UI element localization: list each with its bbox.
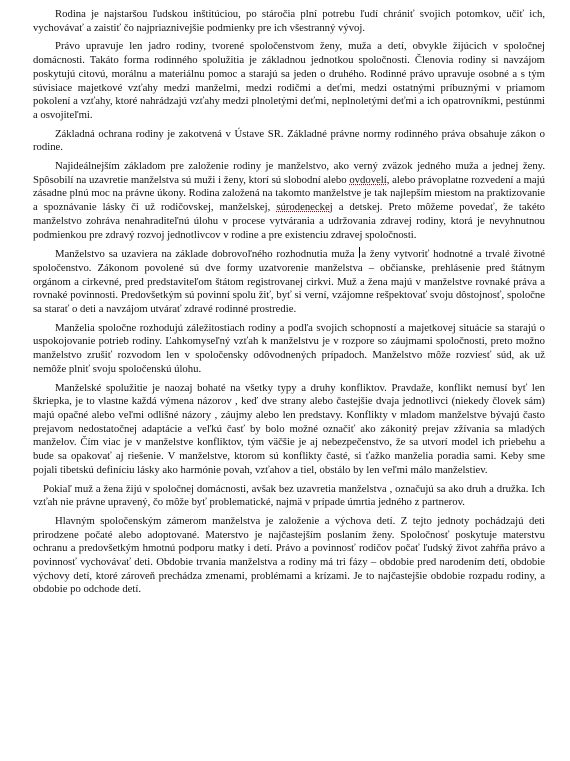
- spellcheck-word-ovdoveli[interactable]: ovdovelí: [349, 173, 387, 186]
- document-page: [33, 8, 545, 597]
- spellcheck-word-surodeneckej[interactable]: súrodeneckej: [276, 201, 333, 214]
- paragraph-4-text-b: , alebo právoplatne rozvedení a majú zásadne plnú moc na právne úkony. Rodina založená na takomto manželstve je tak najlepším miestom na praktizovanie a spoznávanie lásky či už rodičovskej, manželskej,: [33, 173, 545, 214]
- paragraph-4-text-c: a detskej. Preto môžeme povedať, že takéto manželstvo zohráva nenahraditeľnú úlohu v procese vytvárania a udržovania zdravej rodiny, ktorá je nevyhnutnou podmienkou pre zdravý rozvoj jednotlivcov v rodine a pre existenciu zdravej spoločnosti.: [33, 201, 546, 241]
- paragraph-7: Manželské spolužitie je naozaj bohaté na všetky typy a druhy konfliktov. Pravdaže, konflikt nemusí byť len škriepka, je to vlastne každá výmena názorov , keď dve strany alebo častejšie dvaja jednotlivci (niekedy človek sám) majú opačné alebo veľmi odlišné názory , záujmy alebo len predstavy. Konflikty v mladom manželstve bývajú často prejavom nedostatočnej adaptácie a veľkú časť by bolo možné označiť ako zákonitý prejav zžívania sa mladých manželov. Čím viac je v manželstve konfliktov, tým väčšie je aj nebezpečenstvo, že sa utvorí model ich priebehu a bude sa opakovať aj riešenie. V manželstve, ktorom sú konflikty časté, si ťažko manželia poradia sami. Keby sme pojali tibetskú definíciu lásky ako harmónie povah, vzťahov a tiel, obstálo by len veľmi málo manželstiev.: [33, 381, 545, 476]
- paragraph-5-text-a: Manželstvo sa uzaviera na základe dobrovoľného rozhodnutia muža: [55, 248, 355, 261]
- paragraph-8: Pokiaľ muž a žena žijú v spoločnej domácnosti, avšak bez uzavretia manželstva , označujú sa ako druh a družka. Ich vzťah nie právne upravený, čo môže byť problematické, najmä v prípade úmrtia jedného z partnerov.: [33, 482, 545, 509]
- paragraph-9: Hlavným spoločenským zámerom manželstva je založenie a výchova detí. Z tejto jednoty pochádzajú deti prirodzene počaté alebo adoptované. Materstvo je najčastejším poslaním ženy. Spoločnosť poskytuje materstvu ochranu a predovšetkým hmotnú podporu matky i detí. Právo a povinnosť rodičov počať ľudský život zahŕňa právo a povinnosť vychovávať deti. Obdobie trvania manželstva a rodiny má tri fázy – obdobie pred narodením detí, obdobie výchovy detí, ktoré zároveň prechádza zmenami, problémami a krízami. Je to najčastejšie obdobie rozpadu rodiny, a obdobie po odchode detí.: [33, 514, 545, 596]
- paragraph-2: Právo upravuje len jadro rodiny, tvorené spoločenstvom ženy, muža a detí, obvykle žijúcich v spoločnej domácnosti. Takáto forma rodinného spolužitia je základnou jednotkou spoločnosti. Členovia rodiny si navzájom poskytujú citovú, morálnu a materiálnu pomoc a starajú sa jeden o druhého. Rodinné právo upravuje osobné a s tým súvisiace majetkové vzťahy medzi manželmi, medzi rodičmi a deťmi, medzi ostatnými príbuznými v priamom pokolení a vzťahy, ktoré nahrádzajú vzťahy medzi plnoletými deťmi, neplnoletými deťmi a ich opatrovníkmi, pestúnmi a osvojiteľmi.: [33, 40, 545, 121]
- paragraph-3: Základná ochrana rodiny je zakotvená v Ústave SR. Základné právne normy rodinného práva obsahuje zákon o rodine.: [33, 127, 545, 154]
- paragraph-5-text-b: a ženy vytvoriť hodnotné a trvalé životné spoločenstvo. Zákonom povolené sú dve formy uzatvorenie manželstva – občianske, prehlásenie pred štátnym orgánom a cirkevné, pred predstaviteľom štátom registrovanej cirkvi. Muž a žena majú v manželstve rovnaké práva a rovnaké povinnosti. Predovšetkým sú povinní spolu žiť, byť si verní, vzájomne rešpektovať svoju dôstojnosť, spoločne sa starať o deti a navzájom utvárať zdravé rodinné prostredie.: [33, 248, 545, 316]
- paragraph-5: [33, 247, 545, 317]
- paragraph-4-text-a: Najideálnejším základom pre založenie rodiny je manželstvo, ako verný zväzok jedného muža a jednej ženy. Spôsobilí na uzavretie manželstva sú muži i ženy, ktorí sú slobodní alebo: [33, 160, 545, 186]
- paragraph-6: Manželia spoločne rozhodujú záležitostiach rodiny a podľa svojich schopností a majetkovej situácie sa starajú o uspokojovanie potrieb rodiny. Ľahkomyseľný vzťah k manželstvu je v rozpore so záujmami spoločnosti, preto možno manželstvo zrušiť rozvodom len v spoločensky odôvodnených prípadoch. Manželstvo môže rozviesť súd, ak už nemôže plniť svoju spoločenskú úlohu.: [33, 321, 545, 375]
- paragraph-4: [33, 160, 545, 242]
- paragraph-1: Rodina je najstaršou ľudskou inštitúciou, po stáročia plní potrebu ľudí chrániť svojich potomkov, učiť ich, vychovávať a zaistiť čo najpriaznivejšie podmienky pre ich všestranný vývoj.: [33, 8, 545, 34]
